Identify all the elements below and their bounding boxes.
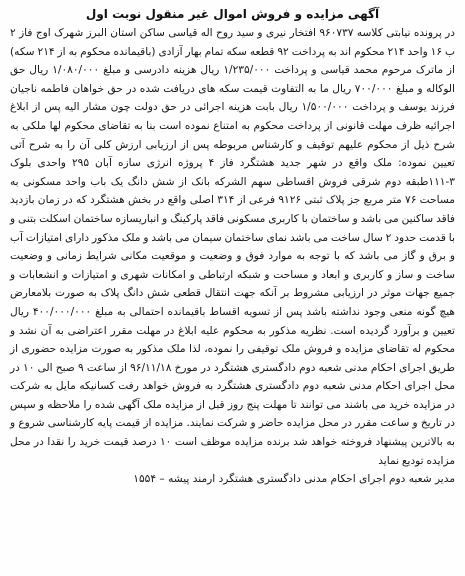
notice-body: در پرونده نیابتی کلاسه ۹۶۰۷۳۷ افتخار نیری و سید روح اله قیاسی ساکن استان البرز شهرک اوج فاز ۲ ب ۱۶ واحد ۲۱۴ محکوم اند به پرداخت ۹۲ قطعه سکه تمام بهار آزادی (باقیمانده محکوم به از ۲۱۴ سکه) از ماترک مرحوم محمد قیاسی و پرداخت ۱/۲۳۵/۰۰۰ ریال هزینه دادرسی و مبلغ ۱/۰۸۰/۰۰۰ ریال حق الوکاله و مبلغ ۷۰۰/۰۰۰ ریال ما به التفاوت قیمت سکه های دریافت شده در حق خواهان فاطمه ناجیان فرزند یوسف و پرداخت ۱/۵۰۰/۰۰۰ ریال بابت هزینه اجرائی در حق دولت چون مشار الیه پس از ابلاغ اجرائیه ظرف مهلت قانونی از پرداخت محکوم به امتناع نموده است بنا به تقاضای محکوم لها ملکی به شرح ذیل از محکوم علیهم توقیف و کارشناس مربوطه پس از ارزیابی ارزش کلی آن را به شرح آتی تعیین نموده: ملک واقع در شهر جدید هشتگرد فاز ۴ پروژه انرژی سازه آبان ۲۹۵ واحدی بلوک ۳-۱۱۱طبقه دوم شرقی فروش اقساطی سهم الشرکه بانک از شش دانگ یک باب واحد مسکونی به مساحت ۷۶ متر مربع جز پلاک ثبتی ۹۱۲۶ فرعی از ۳۱۴ اصلی واقع در بخش هشتگرد که در زمان بازدید فاقد ساکنین می باشد و ساختمان با کاربری مسکونی فاقد پارکینگ و انباریسازه ساختمان اسکلت بتنی و با قدمت حدود ۲ سال ساخت می باشد نمای ساختمان سیمان می باشد و ملک مذکور دارای امتیازات آب و برق و گاز می باشد که با توجه به موارد فوق و وضعیت و موقعیت مکانی شرایط زمانی و وضعیت ساخت و ساز و کاربری و ابعاد و مساحت و شبکه ارتباطی و امکانات شهری و امتیازات و انشعابات و جمیع جهات موثر در ارزیابی مشروط بر آنکه جهت انتقال قطعی شش دانگ پلاک به صورت بلامعارض هیچ گونه منعی وجود نداشته باشد پس از تسویه اقساط باقیمانده احتمالی به مبلغ ۴۰۰/۰۰۰/۰۰۰ ریال تعیین و برآورد گردیده است. نظریه مذکور به محکوم علیه ابلاغ در مهلت مقرر اعتراضی به آن نشد و محکوم له تقاضای مزایده و فروش ملک توقیفی را نموده، لذا ملک مذکور به صورت مزایده حضوری از طریق اجرای احکام مدنی شعبه دوم دادگستری هشتگرد در مورخ ۹۶/۱۱/۱۸ از ساعت ۹ صبح الی ۱۰ در محل اجرای احکام مدنی شعبه دوم دادگستری هشتگرد به فروش خواهد رفت کسانیکه مایل به شرکت در مزایده خرید می باشند می توانند تا مهلت پنج روز قبل از مزایده ملک آگهی شده را ملاحظه و سپس در تاریخ و ساعت مقرر در محل مزایده حاضر و شرکت نمایند. مزایده از قیمت پایه کارشناسی شروع و به بالاترین پیشنهاد فروخته خواهد شد برنده مزایده موظف است ۱۰ درصد قیمت خرید را نقدا در محل مزایده تودیع نماید — [10, 27, 456, 467]
notice-title: آگهی مزایده و فروش اموال غیر منقول نوبت اول — [85, 7, 380, 21]
notice-signature: مدیر شعبه دوم اجرای احکام مدنی دادگستری هشتگرد ارمند پیشه – ۱۵۵۴ — [133, 473, 455, 486]
